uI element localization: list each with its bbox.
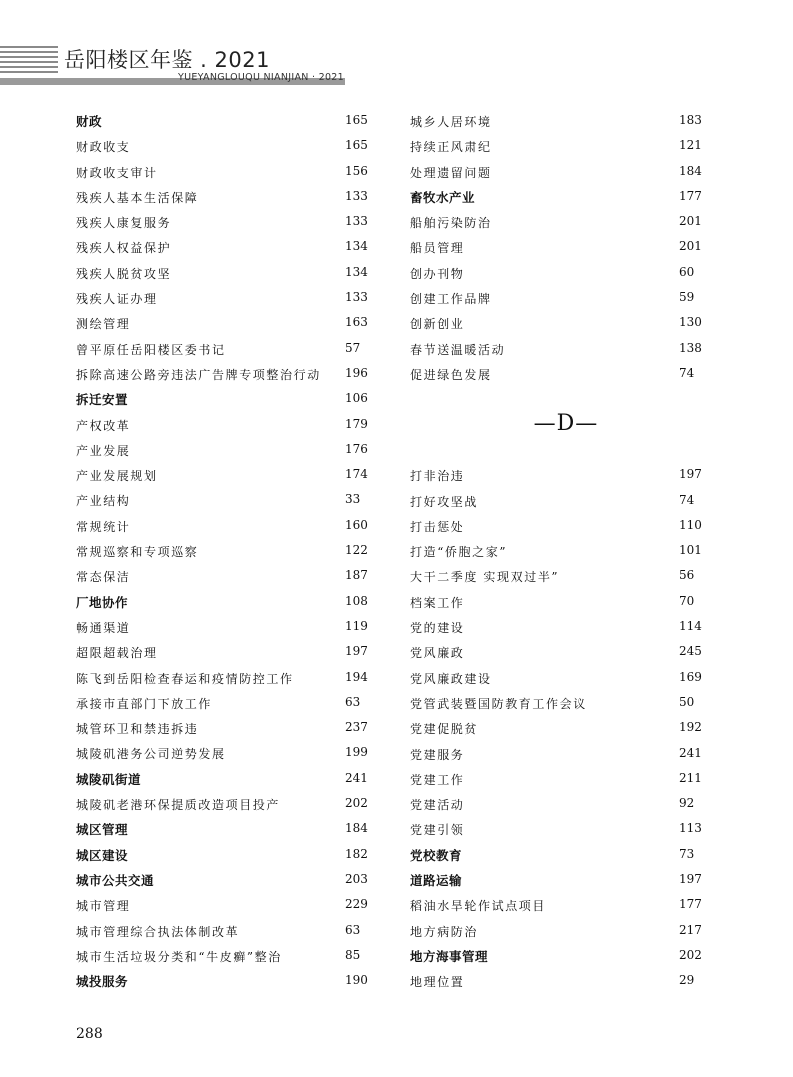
index-term: 残疾人基本生活保障 (76, 190, 199, 205)
index-entry (76, 766, 368, 791)
index-entry (410, 184, 702, 209)
index-entry (76, 310, 368, 335)
index-column-left (76, 108, 368, 993)
index-group-c-continued (410, 108, 702, 386)
index-entry (76, 665, 368, 690)
index-page-ref: 179 (345, 416, 368, 431)
index-page-ref: 199 (345, 745, 368, 760)
index-term: 常态保洁 (76, 570, 131, 585)
index-term: 残疾人康复服务 (76, 216, 172, 231)
index-entry (76, 563, 368, 588)
index-term: 产权改革 (76, 418, 131, 433)
index-entry (410, 310, 702, 335)
index-page-ref: 60 (679, 264, 695, 279)
index-entry (76, 234, 368, 259)
index-entry (76, 513, 368, 538)
index-page-ref: 184 (679, 163, 702, 178)
index-entry (76, 133, 368, 158)
index-entry (76, 968, 368, 993)
index-page-ref: 74 (679, 492, 695, 507)
index-entry (76, 740, 368, 765)
index-page-ref: 156 (345, 163, 368, 178)
index-entry (76, 487, 368, 512)
index-term: 城管环卫和禁违拆违 (76, 722, 199, 737)
index-page-ref: 183 (679, 113, 702, 127)
index-term: 拆除高速公路旁违法广告牌专项整治行动 (76, 367, 321, 382)
index-page-ref: 133 (345, 214, 368, 229)
index-page-ref: 50 (679, 694, 695, 709)
index-term: 城投服务 (76, 974, 129, 990)
index-page-ref: 177 (679, 897, 702, 912)
index-entry (410, 361, 702, 386)
index-page-ref: 201 (679, 239, 702, 254)
index-term: 城陵矶老港环保提质改造项目投产 (76, 798, 281, 813)
index-entry (76, 842, 368, 867)
index-entry (76, 361, 368, 386)
index-page-ref: 163 (345, 315, 368, 330)
index-term: 船舶污染防治 (410, 216, 492, 231)
index-entry (410, 108, 702, 133)
index-group-d (410, 462, 702, 993)
index-term: 创办刊物 (410, 266, 465, 281)
index-entry (76, 690, 368, 715)
index-term: 财政 (76, 114, 103, 129)
index-page-ref: 160 (345, 517, 368, 532)
index-term: 城区建设 (76, 847, 129, 863)
index-entry (76, 184, 368, 209)
index-entry (76, 816, 368, 841)
index-term: 超限超载治理 (76, 646, 158, 661)
index-page-ref: 70 (679, 593, 695, 608)
index-term: 党风廉政 (410, 646, 465, 661)
index-page-ref: 122 (345, 543, 368, 558)
index-entry (410, 589, 702, 614)
index-page-ref: 165 (345, 113, 368, 127)
index-column-right (410, 108, 702, 994)
index-page-ref: 176 (345, 441, 368, 456)
index-term: 财政收支 (76, 140, 131, 155)
index-term: 产业结构 (76, 494, 131, 509)
index-page-ref: 92 (679, 796, 695, 811)
index-term: 拆迁安置 (76, 392, 129, 408)
index-term: 地理位置 (410, 975, 465, 990)
index-page-ref: 119 (345, 618, 368, 633)
index-page-ref: 187 (345, 568, 368, 583)
index-entry (76, 412, 368, 437)
index-entry (76, 943, 368, 968)
index-entry (410, 209, 702, 234)
index-term: 残疾人权益保护 (76, 241, 172, 256)
index-term: 大干二季度 实现双过半” (410, 570, 560, 585)
index-page-ref: 85 (345, 947, 361, 962)
index-page-ref: 241 (345, 770, 368, 785)
index-term: 处理遗留问题 (410, 165, 492, 180)
index-page-ref: 202 (679, 947, 702, 962)
index-page-ref: 63 (345, 922, 361, 937)
index-page-ref: 174 (345, 467, 368, 482)
index-page-ref: 74 (679, 365, 695, 380)
index-entry (410, 563, 702, 588)
index-entry (410, 488, 702, 513)
section-heading-d: —D— (533, 411, 599, 437)
index-term: 残疾人脱贫攻坚 (76, 266, 172, 281)
index-page-ref: 134 (345, 239, 368, 254)
index-page-ref: 197 (679, 872, 702, 887)
index-term: 档案工作 (410, 595, 465, 610)
index-entry (76, 538, 368, 563)
index-entry (410, 816, 702, 841)
index-term: 党管武装暨国防教育工作会议 (410, 696, 587, 711)
index-page-ref: 73 (679, 846, 695, 861)
index-entry (76, 159, 368, 184)
index-entry (410, 462, 702, 487)
index-term: 城市管理 (76, 899, 131, 914)
page-number: 288 (76, 1026, 103, 1042)
index-entry (76, 386, 368, 411)
index-term: 城市生活垃圾分类和“牛皮癣”整治 (76, 949, 282, 964)
index-page-ref: 106 (345, 391, 368, 406)
index-term: 城陵矶街道 (76, 771, 142, 787)
index-term: 城陵矶港务公司逆势发展 (76, 747, 226, 762)
index-page-ref: 202 (345, 796, 368, 811)
index-term: 财政收支审计 (76, 165, 158, 180)
index-term: 畅通渠道 (76, 620, 131, 635)
index-page-ref: 203 (345, 871, 368, 886)
index-page-ref: 138 (679, 340, 702, 355)
index-entry (410, 968, 702, 993)
index-entry (410, 741, 702, 766)
index-page-ref: 169 (679, 669, 702, 684)
index-page-ref: 245 (679, 644, 702, 659)
index-entry (76, 285, 368, 310)
index-entry (76, 791, 368, 816)
page-subtitle: YUEYANGLOUQU NIANJIAN · 2021 (178, 72, 344, 83)
index-term: 城市管理综合执法体制改革 (76, 924, 240, 939)
index-term: 常规巡察和专项巡察 (76, 545, 199, 560)
index-term: 残疾人证办理 (76, 292, 158, 307)
index-entry (410, 285, 702, 310)
index-entry (410, 336, 702, 361)
index-term: 促进绿色发展 (410, 367, 492, 382)
index-page-ref: 177 (679, 188, 702, 203)
index-term: 持续正风肃纪 (410, 140, 492, 155)
index-term: 党建工作 (410, 772, 465, 787)
index-page-ref: 121 (679, 138, 702, 153)
index-page-ref: 110 (679, 517, 702, 532)
index-page-ref: 211 (679, 770, 702, 785)
index-term: 城乡人居环境 (410, 115, 492, 129)
index-page-ref: 108 (345, 593, 368, 608)
index-term: 创建工作品牌 (410, 292, 492, 307)
index-page-ref: 130 (679, 315, 702, 330)
index-term: 测绘管理 (76, 317, 131, 332)
index-term: 党建活动 (410, 798, 465, 813)
index-page-ref: 114 (679, 619, 702, 634)
index-page-ref: 134 (345, 264, 368, 279)
index-page-ref: 197 (345, 644, 368, 659)
index-page-ref: 29 (679, 973, 695, 988)
index-entry (410, 867, 702, 892)
index-entry (410, 791, 702, 816)
index-term: 稻油水旱轮作试点项目 (410, 899, 547, 914)
index-term: 产业发展 (76, 443, 131, 458)
index-entry (76, 108, 368, 133)
index-entry (410, 918, 702, 943)
index-term: 党风廉政建设 (410, 671, 492, 686)
index-entry (76, 892, 368, 917)
index-page-ref: 165 (345, 138, 368, 153)
index-page-ref: 241 (679, 745, 702, 760)
index-entry (76, 209, 368, 234)
index-entry (76, 639, 368, 664)
index-term: 地方海事管理 (410, 948, 489, 964)
index-entry (76, 918, 368, 943)
index-entry (76, 462, 368, 487)
index-term: 打非治违 (410, 469, 465, 484)
index-page-ref: 101 (679, 543, 702, 558)
index-term: 城区管理 (76, 822, 129, 838)
index-page-ref: 201 (679, 214, 702, 229)
index-entry (410, 665, 702, 690)
index-page-ref: 190 (345, 973, 368, 988)
index-page-ref: 33 (345, 492, 361, 507)
index-entry (76, 260, 368, 285)
index-page-ref: 56 (679, 568, 695, 583)
index-page-ref: 182 (345, 846, 368, 861)
index-entry (410, 234, 702, 259)
index-entry (410, 538, 702, 563)
index-entry (410, 639, 702, 664)
index-term: 曾平原任岳阳楼区委书记 (76, 342, 226, 357)
index-page-ref: 133 (345, 188, 368, 203)
index-term: 地方病防治 (410, 924, 479, 939)
index-page-ref: 113 (679, 821, 702, 836)
index-term: 党校教育 (410, 847, 463, 863)
index-entry (410, 513, 702, 538)
index-page-ref: 184 (345, 821, 368, 836)
index-term: 船员管理 (410, 241, 465, 256)
index-entry (410, 260, 702, 285)
index-term: 党建引领 (410, 823, 465, 838)
index-entry (410, 766, 702, 791)
index-entry (410, 715, 702, 740)
index-page-ref: 192 (679, 720, 702, 735)
index-term: 党建促脱贫 (410, 722, 479, 737)
index-entry (410, 133, 702, 158)
index-entry (76, 614, 368, 639)
index-term: 城市公共交通 (76, 872, 155, 888)
index-page-ref: 217 (679, 922, 702, 937)
index-term: 党建服务 (410, 747, 465, 762)
index-page-ref: 57 (345, 340, 361, 355)
index-entry (410, 943, 702, 968)
index-page-ref: 229 (345, 897, 368, 912)
index-term: 党的建设 (410, 621, 465, 636)
index-entry (410, 614, 702, 639)
index-page-ref: 133 (345, 290, 368, 305)
index-entry (76, 437, 368, 462)
index-term: 春节送温暖活动 (410, 342, 506, 357)
index-term: 畜牧水产业 (410, 189, 476, 205)
index-entry (410, 892, 702, 917)
index-term: 陈飞到岳阳检查春运和疫情防控工作 (76, 671, 294, 686)
index-page-ref: 63 (345, 694, 361, 709)
index-entry (76, 715, 368, 740)
index-term: 常规统计 (76, 519, 131, 534)
index-term: 承接市直部门下放工作 (76, 696, 213, 711)
index-page-ref: 197 (679, 467, 702, 482)
page-title: 岳阳楼区年鉴 . 2021 (64, 48, 270, 72)
index-term: 创新创业 (410, 317, 465, 332)
index-page-ref: 59 (679, 290, 695, 305)
index-entry (410, 159, 702, 184)
index-term: 产业发展规划 (76, 469, 158, 484)
index-term: 打击惩处 (410, 519, 465, 534)
index-term: 道路运输 (410, 873, 463, 889)
index-entry (410, 690, 702, 715)
index-term: 厂地协作 (76, 594, 129, 610)
index-page-ref: 237 (345, 720, 368, 735)
index-entry (76, 867, 368, 892)
index-term: 打造“侨胞之家” (410, 545, 508, 560)
index-entry (410, 842, 702, 867)
index-entry (76, 336, 368, 361)
index-entry (76, 589, 368, 614)
index-page-ref: 196 (345, 365, 368, 380)
index-page-ref: 194 (345, 669, 368, 684)
index-term: 打好攻坚战 (410, 494, 479, 509)
